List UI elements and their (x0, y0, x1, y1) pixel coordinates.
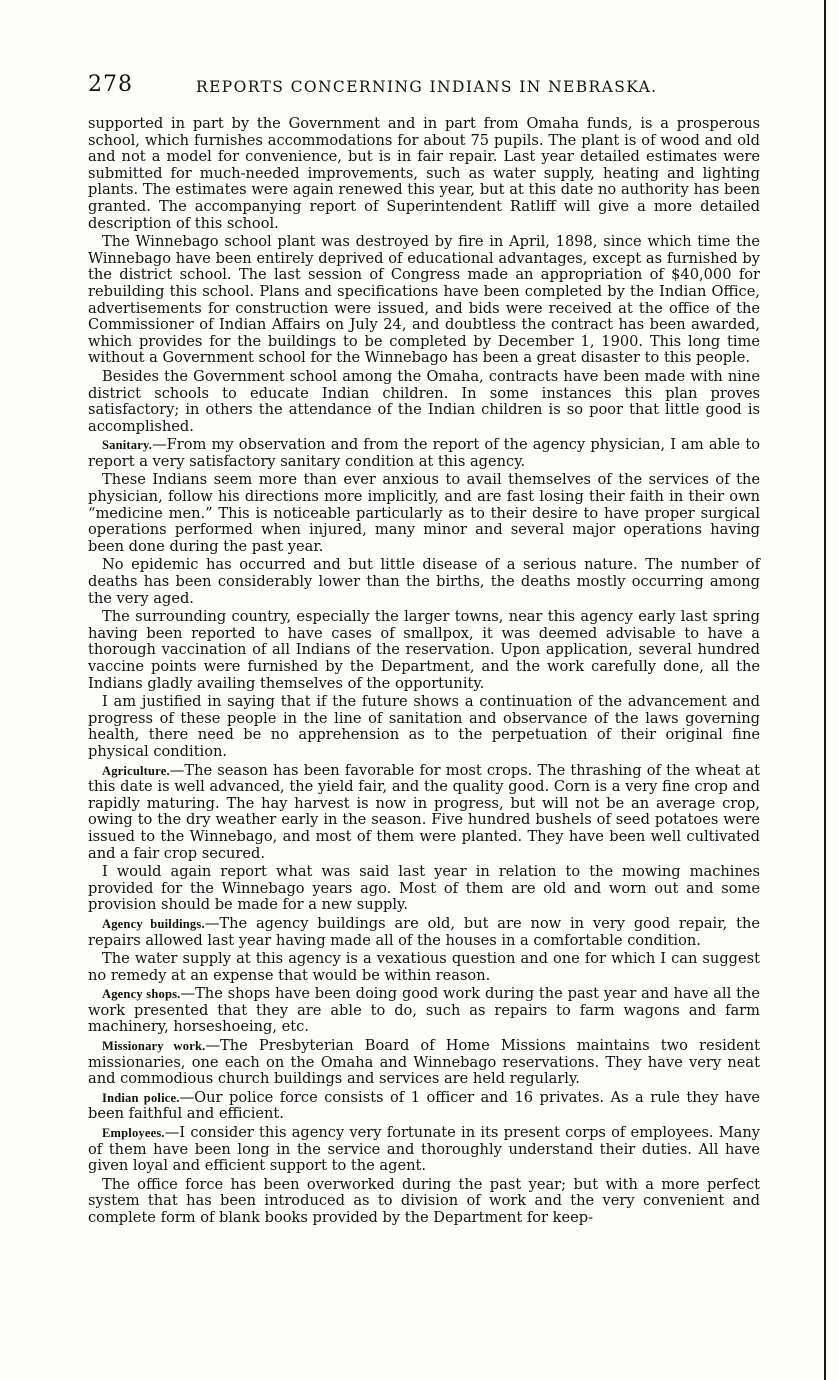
paragraph-agriculture (88, 763, 760, 863)
paragraph-text: The surrounding country, especially the larger towns, near this agency early last spring having been reported to have cases of smallpox, it was deemed advisable to have a thorough vaccination of all Indians of the reservation. Upon application, several hundred vaccine points were furnished by the Department, and the work carefully done, all the Indians gladly availing themselves of the opportunity. (88, 608, 760, 692)
page-header (88, 72, 768, 102)
side-heading: Employees. (102, 1126, 165, 1141)
paragraph-text: I am justified in saying that if the future shows a continuation of the advancement and progress of these people in the line of sanitation and observance of the laws governing health, there need be no apprehension as to the perpetuation of their original fine physical condition. (88, 693, 760, 760)
paragraph (88, 369, 760, 435)
paragraph (88, 116, 760, 232)
paragraph (88, 234, 760, 367)
paragraph (88, 1177, 760, 1227)
paragraph (88, 864, 760, 914)
paragraph (88, 951, 760, 984)
paragraph-text: —I consider this agency very fortunate in its present corps of employees. Many of them have been long in the service and thoroughly understand their duties. All have given loyal and efficient support to the agent. (88, 1124, 760, 1175)
side-heading: Agency buildings. (102, 916, 205, 931)
paragraph-indian-police (88, 1090, 760, 1123)
paragraph (88, 694, 760, 760)
side-heading: Agriculture. (102, 763, 170, 778)
side-heading: Agency shops. (102, 987, 181, 1002)
paragraph-text: No epidemic has occurred and but little disease of a serious nature. The number of deaths has been considerably lower than the births, the deaths mostly occurring among the very aged. (88, 556, 760, 607)
paragraph-text: Besides the Government school among the Omaha, contracts have been made with nine district schools to educate Indian children. In some instances this plan proves satisfactory; in others the attendance of the Indian children is so poor that little good is accomplished. (88, 367, 760, 435)
paragraph-agency-buildings (88, 916, 760, 949)
paragraph-text: —The season has been favorable for most crops. The thrashing of the wheat at this date is well advanced, the yield fair, and the quality good. Corn is a very fine crop and rapidly maturing. The hay harvest is now in progress, but will not be an average crop, owing to the dry weather early in the season. Five hundred bushels of seed potatoes were issued to the Winnebago, and most of them were planted. They have been well cultivated and a fair crop secured. (88, 761, 760, 862)
paragraph-missionary-work (88, 1038, 760, 1088)
paragraph-text: —The shops have been doing good work during the past year and have all the work presented that they are able to do, such as repairs to farm wagons and farm machinery, horseshoeing, etc. (88, 985, 760, 1036)
paragraph-text: —Our police force consists of 1 officer and 16 privates. As a rule they have been faithful and efficient. (88, 1088, 760, 1123)
paragraph-sanitary (88, 437, 760, 470)
paragraph-text: The office force has been overworked during the past year; but with a more perfect system that has been introduced as to division of work and the very convenient and complete form of blank books provided by the Department for keep- (88, 1175, 760, 1226)
page-edge-line (824, 0, 826, 1380)
paragraph-agency-shops (88, 986, 760, 1036)
paragraph-text: —The Presbyterian Board of Home Missions maintains two resident missionaries, one each on the Omaha and Winnebago reservations. They have very neat and commodious church buildings and services are held regularly. (88, 1037, 761, 1088)
paragraph-text: The water supply at this agency is a vexatious question and one for which I can suggest no remedy at an expense that would be within reason. (88, 950, 760, 984)
paragraph (88, 472, 760, 555)
paragraph-employees (88, 1125, 760, 1175)
page-number: 278 (88, 72, 133, 97)
paragraph (88, 609, 760, 692)
paragraph-text: —The agency buildings are old, but are now in very good repair, the repairs allowed last year having made all of the houses in a comfortable condition. (88, 914, 760, 949)
side-heading: Missionary work. (102, 1039, 206, 1054)
report-body (88, 116, 760, 1229)
paragraph-text: The Winnebago school plant was destroyed by fire in April, 1898, since which time the Winnebago have been entirely deprived of educational advantages, except as furnished by the district school. The last session of Congress made an appropriation of $40,000 for rebuilding this school. Plans and specifications have been completed by the Indian Office, advertisements for construction were issued, and bids were received at the office of the Commissioner of Indian Affairs on July 24, and doubtless the contract has been awarded, which provides for the buildings to be completed by December 1, 1900. This long time without a Government school for the Winnebago has been a great disaster to this people. (88, 233, 760, 367)
paragraph-text: I would again report what was said last year in relation to the mowing machines provided for the Winnebago years ago. Most of them are old and worn out and some provision should be made for a new supply. (88, 863, 760, 914)
paragraph (88, 557, 760, 607)
side-heading: Sanitary. (102, 438, 153, 453)
paragraph-text: —From my observation and from the report of the agency physician, I am able to report a very satisfactory sanitary condition at this agency. (88, 436, 760, 470)
side-heading: Indian police. (102, 1090, 180, 1105)
running-head: REPORTS CONCERNING INDIANS IN NEBRASKA. (196, 78, 658, 96)
paragraph-text: supported in part by the Government and in part from Omaha funds, is a prosperous school, which furnishes accommodations for about 75 pupils. The plant is of wood and old and not a model for convenience, but is in fair repair. Last year detailed estimates were submitted for much-needed improvements, such as water supply, heating and lighting plants. The estimates were again renewed this year, but at this date no authority has been granted. The accompanying report of Superintendent Ratliff will give a more detailed description of this school. (88, 115, 760, 232)
paragraph-text: These Indians seem more than ever anxious to avail themselves of the services of the physician, follow his directions more implicitly, and are fast losing their faith in their own “medicine men.” This is noticeable particularly as to their desire to have proper surgical operations performed when injured, many minor and several major operations having been done during the past year. (88, 471, 760, 555)
